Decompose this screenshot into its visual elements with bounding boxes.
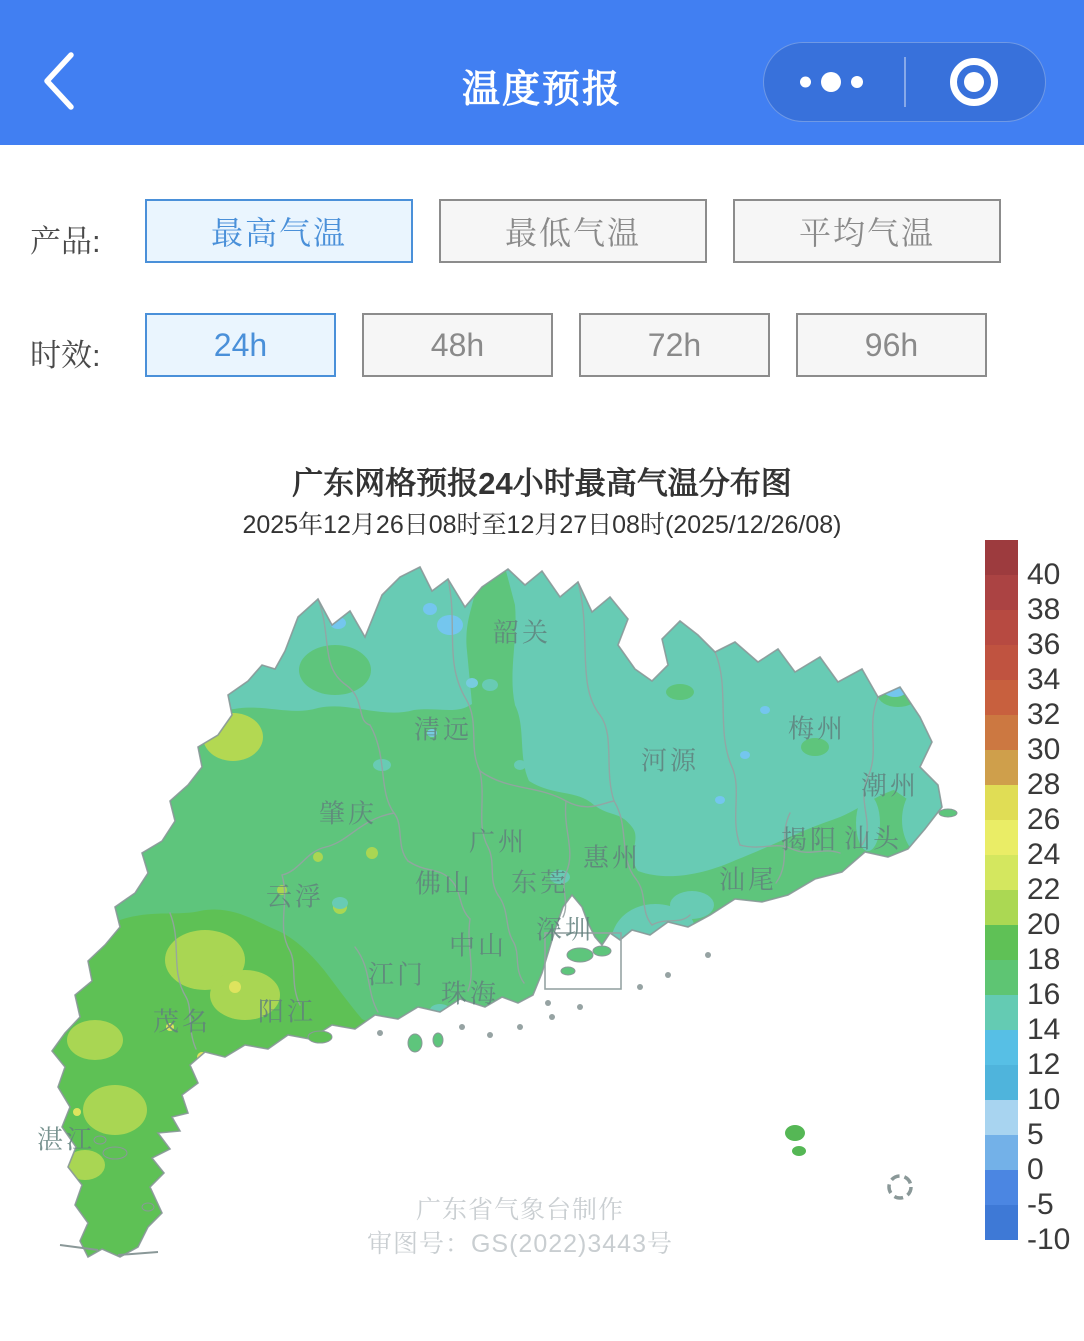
product-option-平均气温[interactable]: 平均气温 [733, 199, 1001, 263]
legend-label-30: 30 [1027, 733, 1061, 766]
city-label-广州: 广州 [468, 826, 528, 857]
legend-swatch-0 [985, 1135, 1018, 1170]
legend-label-18: 18 [1027, 943, 1061, 976]
city-label-汕头: 汕头 [843, 823, 903, 854]
city-label-珠海: 珠海 [440, 978, 500, 1009]
map-subtitle: 2025年12月26日08时至12月27日08时(2025/12/26/08) [242, 511, 842, 539]
legend-swatch-34 [985, 645, 1018, 680]
legend-label-20: 20 [1027, 908, 1061, 941]
miniprogram-capsule [763, 42, 1046, 122]
legend-label-10: 10 [1027, 1083, 1061, 1116]
legend-label-12: 12 [1027, 1048, 1061, 1081]
legend-swatch-10 [985, 1065, 1018, 1100]
city-label-清远: 清远 [413, 714, 473, 745]
guangdong-temperature-map [20, 555, 970, 1275]
legend-swatch-16 [985, 960, 1018, 995]
page-title: 温度预报 [461, 69, 622, 111]
city-label-佛山: 佛山 [414, 868, 474, 899]
legend-label-40: 40 [1027, 558, 1061, 591]
legend-swatch-28 [985, 750, 1018, 785]
duration-option-72h[interactable]: 72h [579, 313, 770, 377]
legend-label-5: 5 [1027, 1118, 1044, 1151]
legend-label-38: 38 [1027, 593, 1061, 626]
legend-label-0: 0 [1027, 1153, 1044, 1186]
city-label-云浮: 云浮 [265, 881, 325, 912]
legend-label-36: 36 [1027, 628, 1061, 661]
more-menu-icon[interactable] [800, 77, 811, 88]
product-options-row [145, 199, 1001, 263]
close-minimize-icon[interactable] [950, 58, 998, 106]
temperature-legend [985, 540, 1084, 1260]
city-label-湛江: 湛江 [36, 1124, 96, 1155]
map-svg [20, 555, 970, 1275]
legend-swatch-30 [985, 715, 1018, 750]
city-label-揭阳: 揭阳 [780, 824, 840, 855]
more-menu-icon[interactable] [821, 72, 841, 92]
city-label-梅州: 梅州 [787, 713, 847, 744]
product-option-最高气温[interactable]: 最高气温 [145, 199, 413, 263]
city-label-中山: 中山 [448, 930, 508, 961]
map-title: 广东网格预报24小时最高气温分布图 [292, 466, 792, 501]
legend-label-14: 14 [1027, 1013, 1061, 1046]
legend-label-34: 34 [1027, 663, 1061, 696]
legend-label-28: 28 [1027, 768, 1061, 801]
city-label-惠州: 惠州 [582, 842, 642, 873]
legend-label--5: -5 [1027, 1188, 1054, 1221]
duration-option-24h[interactable]: 24h [145, 313, 336, 377]
legend-swatch-12 [985, 1030, 1018, 1065]
city-label-茂名: 茂名 [152, 1006, 212, 1037]
legend-swatch--10 [985, 1205, 1018, 1240]
legend-label-26: 26 [1027, 803, 1061, 836]
duration-options-row [145, 313, 987, 377]
product-row-label: 产品: [30, 224, 101, 259]
map-credit-producer: 广东省气象台制作 [415, 1196, 624, 1224]
legend-color-bar [985, 540, 1018, 1240]
city-label-韶关: 韶关 [492, 617, 552, 648]
duration-option-48h[interactable]: 48h [362, 313, 553, 377]
more-menu-icon[interactable] [851, 76, 863, 88]
city-label-东莞: 东莞 [510, 867, 570, 898]
legend-swatch-38 [985, 575, 1018, 610]
legend-swatch-14 [985, 995, 1018, 1030]
legend-swatch-22 [985, 855, 1018, 890]
legend-swatch-36 [985, 610, 1018, 645]
city-label-阳江: 阳江 [257, 996, 317, 1027]
duration-row-label: 时效: [30, 338, 101, 373]
atoll-outline [889, 1176, 911, 1198]
duration-option-96h[interactable]: 96h [796, 313, 987, 377]
legend-label-16: 16 [1027, 978, 1061, 1011]
city-label-河源: 河源 [640, 745, 700, 776]
capsule-divider [904, 57, 906, 107]
legend-label-24: 24 [1027, 838, 1061, 871]
legend-swatch-26 [985, 785, 1018, 820]
city-label-潮州: 潮州 [860, 770, 920, 801]
legend-swatch-32 [985, 680, 1018, 715]
legend-swatch-5 [985, 1100, 1018, 1135]
map-credit-license: 审图号：GS(2022)3443号 [366, 1230, 673, 1258]
legend-swatch-24 [985, 820, 1018, 855]
header-bar [0, 0, 1084, 145]
legend-label-22: 22 [1027, 873, 1061, 906]
city-label-肇庆: 肇庆 [318, 798, 378, 829]
city-label-江门: 江门 [367, 959, 427, 990]
city-label-深圳: 深圳 [535, 914, 595, 945]
legend-label--10: -10 [1027, 1223, 1071, 1256]
legend-swatch--5 [985, 1170, 1018, 1205]
product-option-最低气温[interactable]: 最低气温 [439, 199, 707, 263]
legend-label-32: 32 [1027, 698, 1061, 731]
legend-swatch-18 [985, 925, 1018, 960]
city-label-汕尾: 汕尾 [718, 864, 778, 895]
legend-swatch-20 [985, 890, 1018, 925]
legend-swatch-40 [985, 540, 1018, 575]
